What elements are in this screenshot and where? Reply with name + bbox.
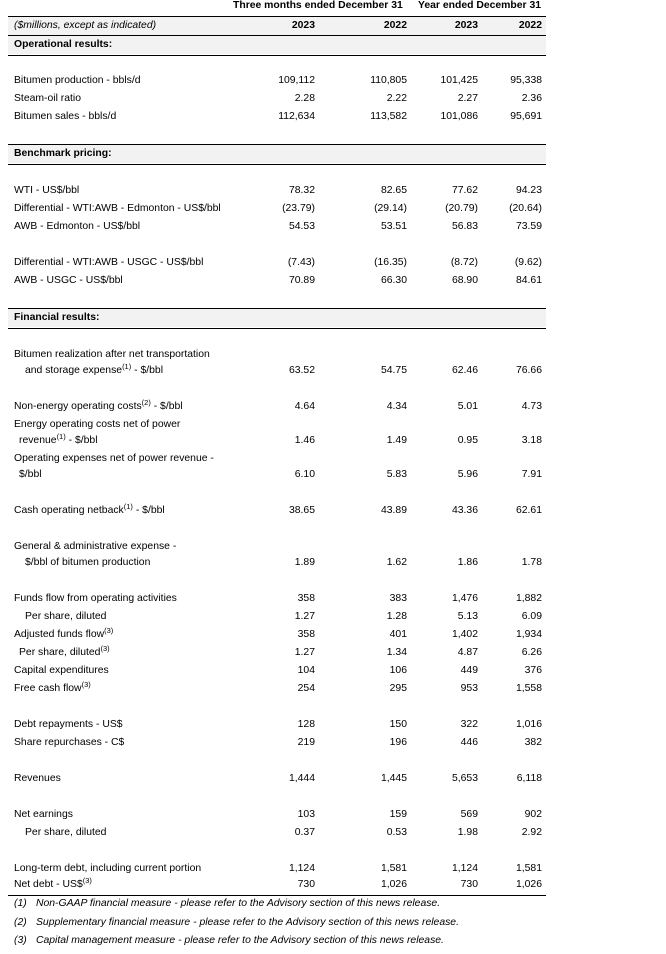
cell: 1,934 [515, 629, 542, 640]
cell: (23.79) [282, 203, 315, 214]
table-bottom-rule [8, 895, 546, 896]
table-row [8, 645, 546, 661]
row-label: revenue$^{(1)}$ - $/bbl [19, 432, 98, 446]
cell: 1.28 [386, 611, 407, 622]
cell: (9.62) [514, 257, 542, 268]
row-label: Net debt - US\$$^{(3)}$ [14, 876, 92, 890]
year-header-y-2023: 2023 [454, 20, 478, 31]
year-ended-header: Year ended December 31 [418, 0, 542, 11]
row-label: Differential - WTI:AWB - USGC - US$/bbl [14, 257, 204, 268]
cell: 1,581 [380, 863, 407, 874]
row-label: Share repurchases - C$ [14, 737, 125, 748]
table-row [8, 555, 546, 571]
cell: 902 [524, 809, 542, 820]
section-rule [8, 55, 546, 56]
cell: 159 [389, 809, 407, 820]
cell: 1.89 [294, 557, 315, 568]
cell: 112,634 [278, 111, 315, 122]
row-label: Funds flow from operating activities [14, 593, 177, 604]
cell: 4.73 [521, 401, 542, 412]
cell: 68.90 [451, 275, 478, 286]
row-label: WTI - US$/bbl [14, 185, 80, 196]
cell: 6.09 [521, 611, 542, 622]
cell: 730 [460, 879, 478, 890]
row-label: Free cash flow$^{(3)}$ [14, 680, 91, 694]
table-row [8, 735, 546, 751]
row-label: Steam-oil ratio [14, 93, 81, 104]
table-row [8, 591, 546, 607]
row-label: Per share, diluted$^{(3)}$ [19, 644, 110, 658]
footnote-marker: (1) [56, 432, 66, 441]
cell: 1,026 [380, 879, 407, 890]
cell: 78.32 [288, 185, 315, 196]
row-label: and storage expense$^{(1)}$ - $/bbl [25, 362, 163, 376]
cell: 376 [524, 665, 542, 676]
row-label: General & administrative expense - [14, 541, 177, 552]
table-row [8, 109, 546, 125]
table-row [8, 771, 546, 787]
cell: 4.34 [386, 401, 407, 412]
footnote-marker: (1) [122, 362, 132, 371]
cell: 5.01 [457, 401, 478, 412]
cell: 95,338 [510, 75, 542, 86]
table-row [8, 399, 546, 415]
cell: 1.46 [294, 435, 315, 446]
cell: 94.23 [515, 185, 542, 196]
cell: 76.66 [515, 365, 542, 376]
cell: 6.26 [521, 647, 542, 658]
cell: 95,691 [510, 111, 542, 122]
cell: 295 [389, 683, 407, 694]
table-row [8, 183, 546, 199]
section-rule [8, 164, 546, 165]
row-label: Energy operating costs net of power [14, 419, 181, 430]
section-heading [8, 146, 546, 162]
cell: (20.64) [509, 203, 542, 214]
row-label: Net earnings [14, 809, 73, 820]
year-header-q-2023: 2023 [291, 20, 315, 31]
cell: 2.22 [386, 93, 407, 104]
table-row [8, 877, 546, 893]
cell: 63.52 [288, 365, 315, 376]
cell: 1,558 [515, 683, 542, 694]
cell: 1,016 [515, 719, 542, 730]
cell: 110,805 [370, 75, 407, 86]
cell: 4.64 [294, 401, 315, 412]
cell: 1.34 [386, 647, 407, 658]
table-row [8, 609, 546, 625]
cell: 449 [460, 665, 478, 676]
cell: 5.13 [457, 611, 478, 622]
cell: 62.61 [515, 505, 542, 516]
cell: (8.72) [450, 257, 478, 268]
cell: 2.27 [457, 93, 478, 104]
cell: 730 [297, 879, 315, 890]
section-heading [8, 37, 546, 53]
footnote-marker: (3) [104, 626, 114, 635]
cell: 446 [460, 737, 478, 748]
cell: 1.86 [457, 557, 478, 568]
cell: 2.36 [521, 93, 542, 104]
cell: 113,582 [370, 111, 407, 122]
cell: 1.78 [521, 557, 542, 568]
cell: (16.35) [374, 257, 407, 268]
row-label: Operating expenses net of power revenue - [14, 453, 214, 464]
footnote: (1) Non-GAAP financial measure - please refer to the Advisory section of this news release. [14, 898, 441, 909]
cell: 0.53 [386, 827, 407, 838]
row-label: Bitumen realization after net transportation [14, 349, 210, 360]
row-label: AWB - Edmonton - US$/bbl [14, 221, 141, 232]
row-label: AWB - USGC - US$/bbl [14, 275, 123, 286]
cell: 77.62 [451, 185, 478, 196]
cell: 56.83 [451, 221, 478, 232]
table-row [8, 347, 546, 363]
cell: 62.46 [451, 365, 478, 376]
row-label: Differential - WTI:AWB - Edmonton - US$/bbl [14, 203, 221, 214]
cell: 54.75 [380, 365, 407, 376]
cell: 1.49 [386, 435, 407, 446]
table-row [8, 717, 546, 733]
cell: 43.89 [380, 505, 407, 516]
cell: 382 [524, 737, 542, 748]
cell: 1,026 [515, 879, 542, 890]
cell: 6,118 [516, 773, 542, 784]
cell: (20.79) [445, 203, 478, 214]
cell: 5.96 [457, 469, 478, 480]
table-row [8, 807, 546, 823]
cell: 6.10 [294, 469, 315, 480]
table-row [8, 255, 546, 271]
row-label: Cash operating netback$^{(1)}$ - $/bbl [14, 502, 165, 516]
cell: 401 [389, 629, 407, 640]
cell: 3.18 [521, 435, 542, 446]
unit-note: ($millions, except as indicated) [14, 20, 157, 31]
year-header-y-2022: 2022 [518, 20, 542, 31]
year-header-q-2022: 2022 [383, 20, 407, 31]
table-row [8, 503, 546, 519]
footnote-marker: (3) [81, 680, 91, 689]
cell: 66.30 [380, 275, 407, 286]
row-label: Per share, diluted [25, 611, 107, 622]
cell: 196 [389, 737, 407, 748]
table-row [8, 433, 546, 449]
cell: 1,124 [451, 863, 478, 874]
footnote: (3) Capital management measure - please refer to the Advisory section of this news release. [14, 935, 444, 946]
table-row [8, 201, 546, 217]
row-label: Capital expenditures [14, 665, 109, 676]
cell: 53.51 [380, 221, 407, 232]
cell: 150 [389, 719, 407, 730]
cell: 358 [297, 593, 315, 604]
cell: 82.65 [380, 185, 407, 196]
table-row [8, 663, 546, 679]
cell: 1,445 [380, 773, 407, 784]
cell: 7.91 [521, 469, 542, 480]
cell: 128 [297, 719, 315, 730]
table-row [8, 363, 546, 379]
footnote: (2) Supplementary financial measure - please refer to the Advisory section of this news release. [14, 917, 459, 928]
cell: 2.28 [294, 93, 315, 104]
cell: 38.65 [288, 505, 315, 516]
cell: 43.36 [451, 505, 478, 516]
section-title: Operational results: [14, 39, 113, 50]
row-label: Non-energy operating costs$^{(2)}$ - $/bbl [14, 398, 183, 412]
cell: 1,402 [451, 629, 478, 640]
cell: 1.98 [457, 827, 478, 838]
cell: 1,581 [515, 863, 542, 874]
table-row [8, 861, 546, 877]
footnote-marker: (2) [141, 398, 151, 407]
row-label: Long-term debt, including current portion [14, 863, 202, 874]
table-row [8, 73, 546, 89]
cell: 1,444 [288, 773, 315, 784]
section-title: Financial results: [14, 312, 100, 323]
row-label: $/bbl [19, 469, 42, 480]
cell: (7.43) [287, 257, 315, 268]
table-row [8, 467, 546, 483]
row-label: Debt repayments - US$ [14, 719, 123, 730]
row-label: Bitumen production - bbls/d [14, 75, 141, 86]
cell: 1.27 [294, 611, 315, 622]
cell: 1.27 [294, 647, 315, 658]
cell: 1,124 [288, 863, 315, 874]
cell: 383 [389, 593, 407, 604]
section-heading [8, 310, 546, 326]
table-row [8, 417, 546, 433]
cell: 953 [460, 683, 478, 694]
cell: 103 [297, 809, 315, 820]
cell: 109,112 [278, 75, 315, 86]
row-label: Per share, diluted [25, 827, 107, 838]
cell: 358 [297, 629, 315, 640]
cell: 322 [460, 719, 478, 730]
section-title: Benchmark pricing: [14, 148, 112, 159]
cell: 1.62 [386, 557, 407, 568]
section-rule [8, 328, 546, 329]
footnote-marker: (3) [82, 876, 92, 885]
cell: 569 [460, 809, 478, 820]
table-row [8, 91, 546, 107]
cell: 2.92 [521, 827, 542, 838]
table-row [8, 451, 546, 467]
cell: 70.89 [288, 275, 315, 286]
table-row [8, 539, 546, 555]
cell: 1,476 [451, 593, 478, 604]
table-row [8, 825, 546, 841]
cell: 5,653 [451, 773, 478, 784]
cell: 104 [297, 665, 315, 676]
footnote-marker: (1) [123, 502, 133, 511]
table-row [8, 219, 546, 235]
row-label: $/bbl of bitumen production [25, 557, 151, 568]
cell: 219 [297, 737, 315, 748]
table-row [8, 273, 546, 289]
cell: 5.83 [386, 469, 407, 480]
cell: 1,882 [515, 593, 542, 604]
cell: 101,425 [440, 75, 478, 86]
cell: (29.14) [374, 203, 407, 214]
cell: 106 [389, 665, 407, 676]
three-months-header: Three months ended December 31 [233, 0, 403, 11]
row-label: Adjusted funds flow$^{(3)}$ [14, 626, 114, 640]
cell: 0.95 [457, 435, 478, 446]
cell: 73.59 [515, 221, 542, 232]
cell: 101,086 [440, 111, 478, 122]
footnote-marker: (3) [100, 644, 110, 653]
table-row [8, 681, 546, 697]
cell: 84.61 [515, 275, 542, 286]
cell: 254 [297, 683, 315, 694]
cell: 4.87 [457, 647, 478, 658]
row-label: Bitumen sales - bbls/d [14, 111, 117, 122]
cell: 54.53 [288, 221, 315, 232]
row-label: Revenues [14, 773, 61, 784]
table-row [8, 627, 546, 643]
cell: 0.37 [294, 827, 315, 838]
